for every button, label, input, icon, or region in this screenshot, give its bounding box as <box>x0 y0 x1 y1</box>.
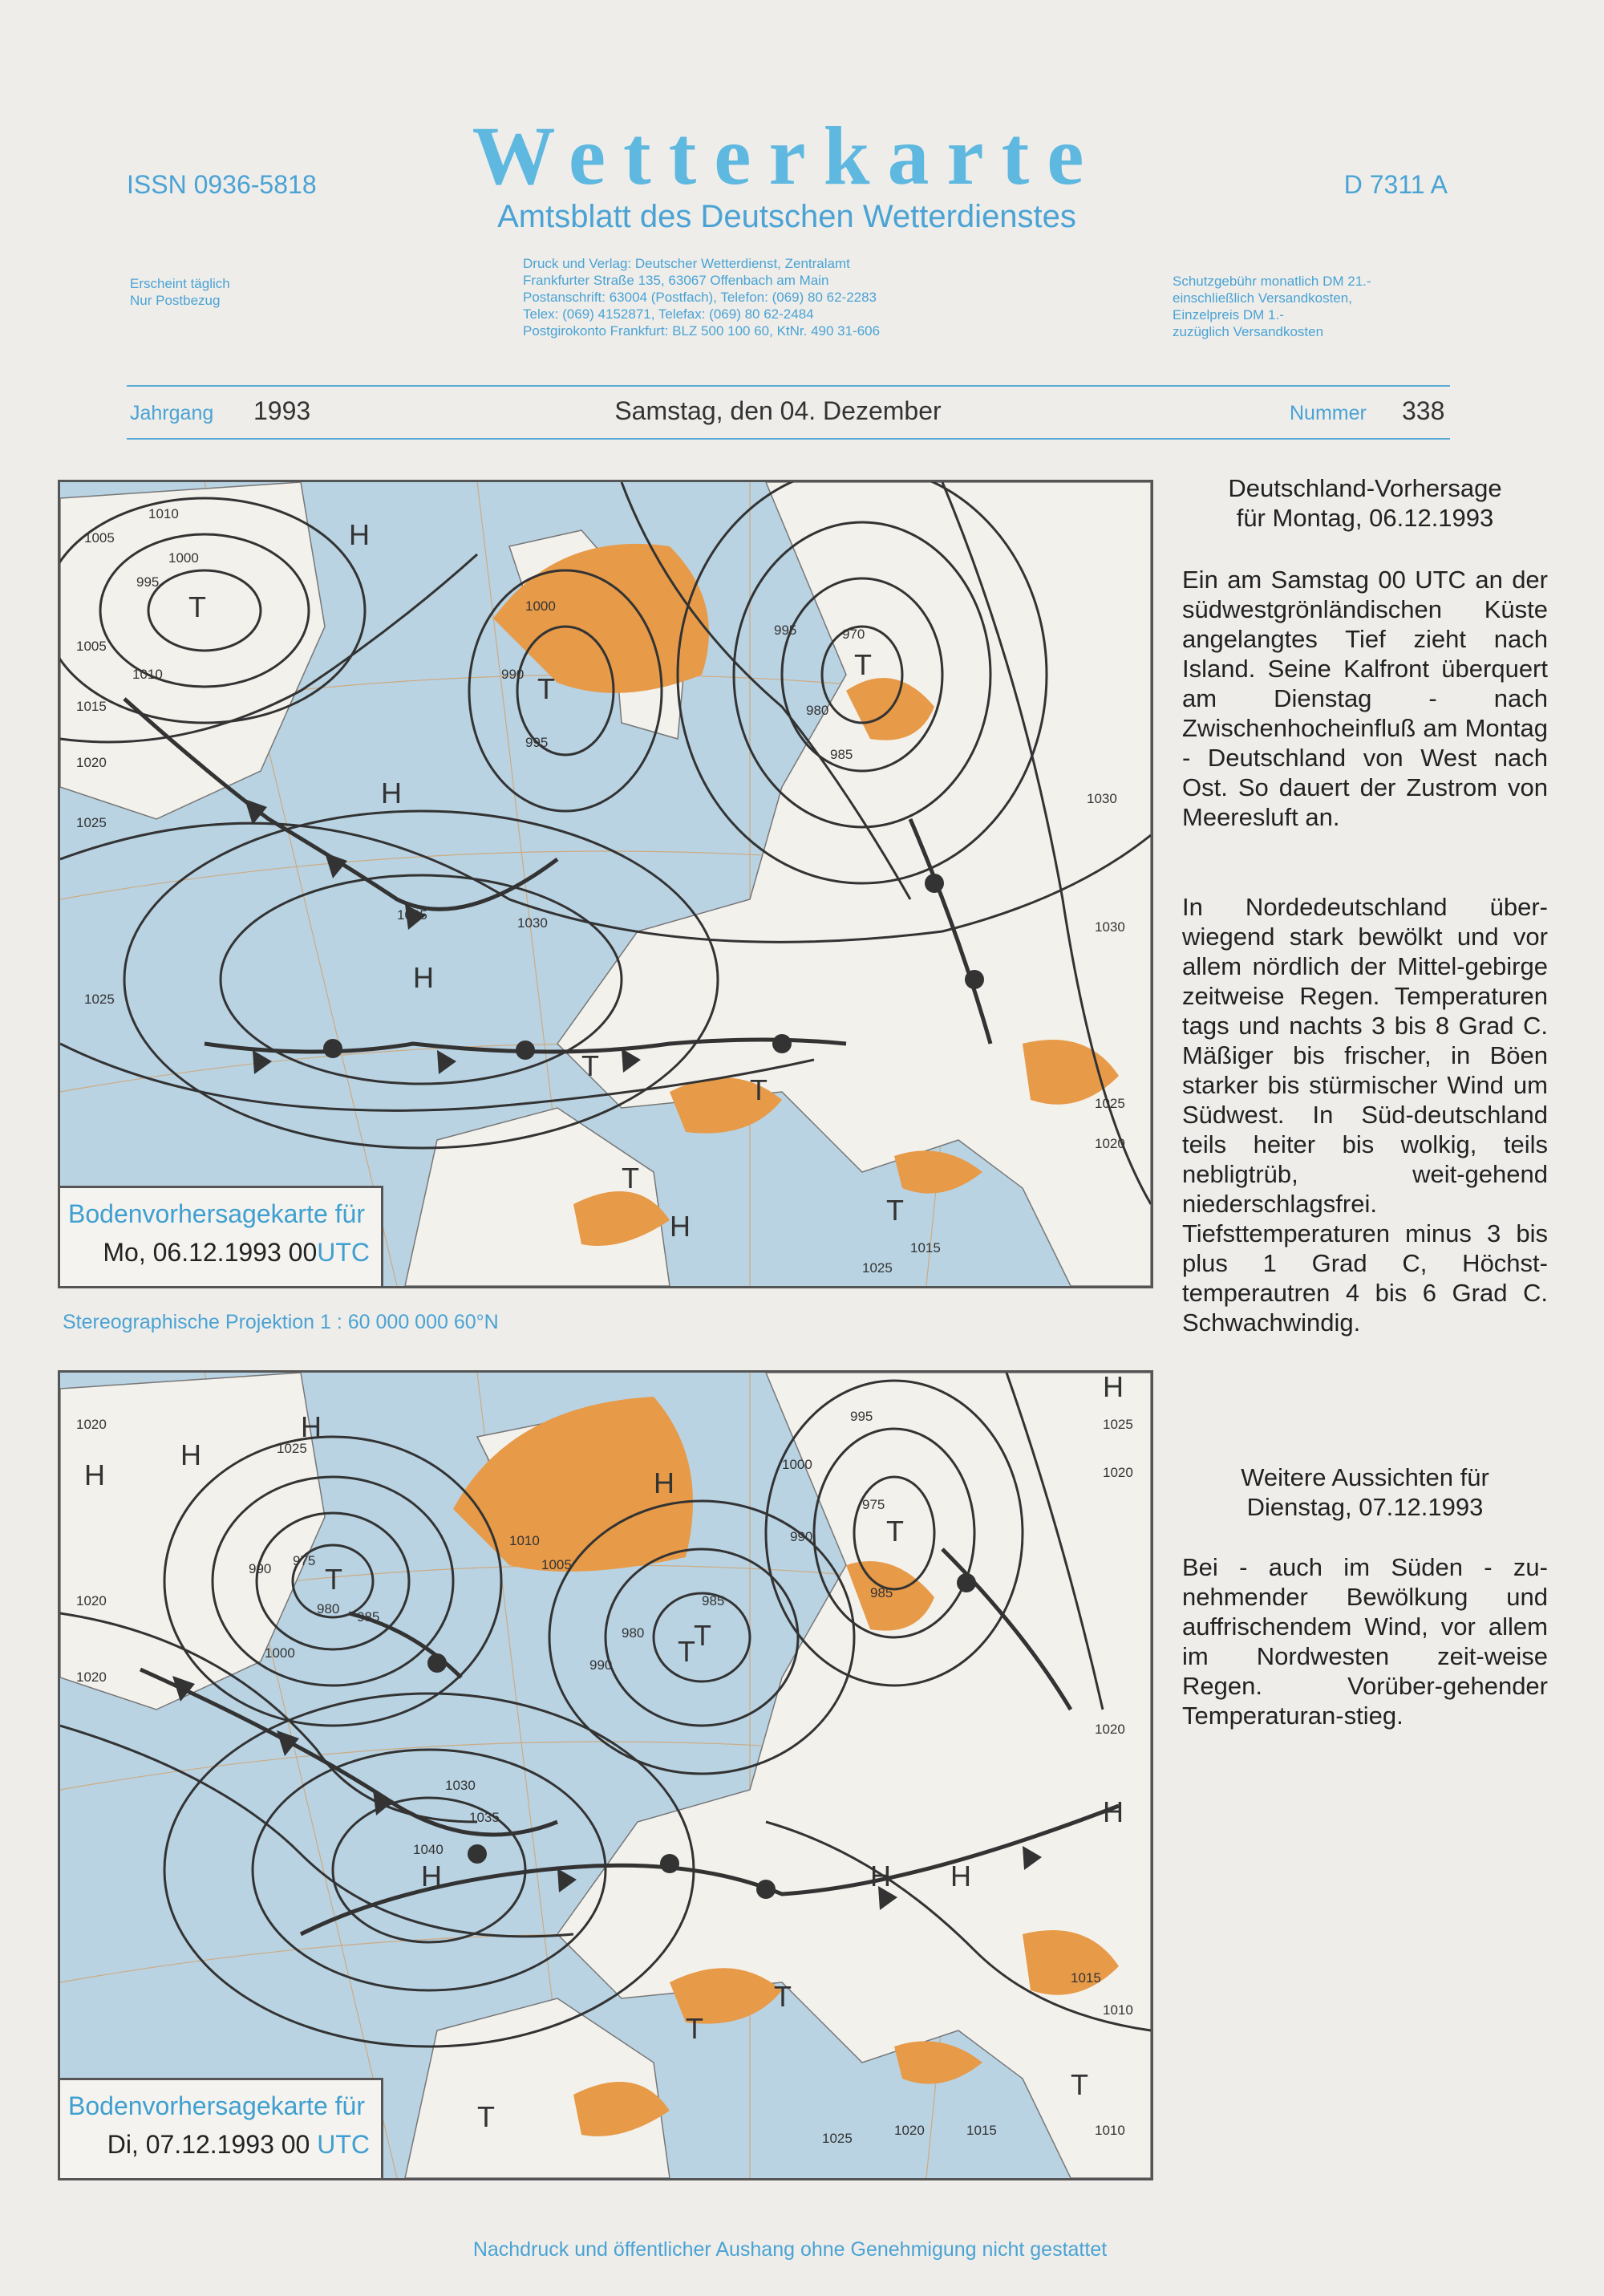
info-line: einschließlich Versandkosten, <box>1173 290 1352 306</box>
isobar-label: 1030 <box>445 1778 476 1793</box>
isobar-label: 990 <box>501 667 525 682</box>
nummer-label: Nummer <box>1290 402 1367 424</box>
heading-line: Deutschland-Vorhersage <box>1228 474 1502 502</box>
forecast-paragraph: Ein am Samstag 00 UTC an der südwestgrönländischen Küste angelangtes Tief zieht nach Island. Seine Kalfront überquert am Dienstag - nach Zwischenhocheinfluß am Montag - Deutschland von West nach Ost. So dauert der Zustrom von Meeresluft an. <box>1182 566 1548 831</box>
pressure-label: H <box>180 1438 201 1471</box>
isobar-label: 1010 <box>148 506 179 521</box>
isobar-label: 1015 <box>910 1240 941 1255</box>
isobar-label: 1000 <box>168 550 199 566</box>
isobar-label: 985 <box>830 747 853 762</box>
legend-unit: UTC <box>317 1238 370 1267</box>
page-title: Wetterkarte <box>472 110 1102 202</box>
pressure-label: H <box>950 1860 971 1892</box>
isobar-label: 1030 <box>517 915 548 931</box>
legend-date: Mo, 06.12.1993 00 <box>103 1238 318 1267</box>
isobar-label: 980 <box>806 703 829 718</box>
pressure-label: T <box>537 672 555 705</box>
isobar-label: 985 <box>357 1609 380 1625</box>
jahrgang-label: Jahrgang <box>130 402 214 424</box>
isobar-label: 1020 <box>1095 1136 1125 1151</box>
isobar-label: 1040 <box>413 1842 444 1857</box>
issue-date: Samstag, den 04. Dezember <box>614 396 942 425</box>
forecast-heading-monday <box>1182 473 1548 533</box>
isobar-label: 1010 <box>1095 2123 1125 2138</box>
isobar-label: 1020 <box>76 1593 107 1608</box>
map-legend <box>60 1186 383 1286</box>
info-line: Druck und Verlag: Deutscher Wetterdienst, Zentralamt <box>523 256 850 271</box>
pressure-label: T <box>325 1563 342 1596</box>
info-line: Telex: (069) 4152871, Telefax: (069) 80 62-2484 <box>523 306 814 322</box>
map-legend <box>60 2078 383 2178</box>
isobar-label: 995 <box>850 1409 873 1424</box>
header-rule-bottom <box>127 438 1450 440</box>
info-line: Postgirokonto Frankfurt: BLZ 500 100 60, KtNr. 490 31-606 <box>523 323 881 339</box>
legend-date: Di, 07.12.1993 00 <box>107 2130 310 2159</box>
isobar-label: 1000 <box>265 1645 295 1661</box>
pressure-label: H <box>870 1860 891 1892</box>
isobar-label: 1015 <box>1071 1970 1101 1986</box>
jahrgang-value: 1993 <box>253 396 311 425</box>
forecast-paragraph: In Nordedeutschland über-wiegend stark bewölkt und vor allem nördlich der Mittel-gebirge zeitweise Regen. Temperaturen tags und nachts 3 bis 8 Grad C. Mäßiger bis frischer, in Böen starker bis stürmischer Wind um Südwest. In Süd-deutschland teils heiter bis wolkig, teils nebligtrüb, weit-gehend niederschlagsfrei. Tiefsttemperaturen minus 3 bis plus 1 Grad C, Höchst-temperautren 4 bis 6 Grad C. Schwachwindig. <box>1182 893 1548 1337</box>
publisher-info <box>523 255 880 339</box>
pressure-label: H <box>381 777 402 809</box>
page-subtitle: Amtsblatt des Deutschen Wetterdienstes <box>497 199 1076 234</box>
isobar-label: 995 <box>774 623 797 638</box>
outlook-heading-tuesday <box>1182 1462 1548 1522</box>
weather-map-svg <box>60 1373 1151 2178</box>
isobar-label: 975 <box>862 1497 885 1512</box>
isobar-label: 970 <box>842 627 865 642</box>
isobar-label: 1000 <box>782 1457 812 1472</box>
isobar-label: 1025 <box>76 815 107 830</box>
pressure-label: H <box>1103 1373 1124 1403</box>
heading-line: Weitere Aussichten für <box>1241 1463 1489 1491</box>
weather-map-svg <box>60 482 1151 1286</box>
isobar-label: 1005 <box>541 1557 572 1572</box>
isobar-label: 980 <box>622 1625 645 1641</box>
legend-title: Bodenvorhersagekarte für <box>68 2091 365 2120</box>
isobar-label: 990 <box>249 1561 272 1576</box>
pressure-label: H <box>654 1466 674 1499</box>
pressure-label: H <box>301 1410 322 1443</box>
isobar-label: 1010 <box>1103 2002 1133 2018</box>
isobar-label: 1020 <box>894 2123 925 2138</box>
isobar-label: 990 <box>790 1529 813 1544</box>
isobar-label: 1000 <box>525 598 556 614</box>
pressure-label: T <box>886 1194 904 1227</box>
pressure-label: H <box>349 518 370 551</box>
isobar-label: 1020 <box>1095 1722 1125 1737</box>
issn-number: ISSN 0936-5818 <box>127 170 317 199</box>
pressure-label: H <box>670 1210 691 1243</box>
pressure-label: H <box>421 1860 442 1892</box>
isobar-label: 1010 <box>509 1533 540 1548</box>
heading-line: Dienstag, 07.12.1993 <box>1246 1493 1484 1521</box>
info-line: Frankfurter Straße 135, 63067 Offenbach am Main <box>523 273 829 288</box>
isobar-label: 985 <box>870 1585 893 1600</box>
isobar-label: 1020 <box>76 1417 107 1432</box>
map-projection-note: Stereographische Projektion 1 : 60 000 000 60°N <box>63 1311 499 1333</box>
info-line: Erscheint täglich <box>130 276 230 291</box>
isobar-label: 1005 <box>84 530 115 546</box>
info-line: zuzüglich Versandkosten <box>1173 324 1324 339</box>
isobar-label: 1025 <box>277 1441 307 1456</box>
isobar-label: 995 <box>136 574 160 590</box>
copyright-notice: Nachdruck und öffentlicher Aushang ohne Genehmigung nicht gestattet <box>472 2238 1108 2261</box>
isobar-label: 1020 <box>76 755 107 770</box>
pressure-label: H <box>413 961 434 994</box>
isobar-label: 1025 <box>1095 1096 1125 1111</box>
pressure-label: T <box>1071 2068 1088 2101</box>
isobar-label: 985 <box>702 1593 725 1608</box>
outlook-paragraph: Bei - auch im Süden - zu-nehmender Bewölkung und auffrischendem Wind, vor allem im Nordwesten zeit-weise Regen. Vorüber-gehender Temperaturan-stieg. <box>1182 1553 1548 1730</box>
pressure-label: T <box>854 648 872 681</box>
publication-info <box>130 275 230 309</box>
pressure-label: T <box>622 1162 639 1195</box>
pressure-label: T <box>750 1073 768 1106</box>
isobar-label: 1005 <box>76 639 107 654</box>
pressure-label: H <box>1103 1795 1124 1828</box>
isobar-label: 1030 <box>1087 791 1117 806</box>
isobar-label: 1010 <box>132 667 163 682</box>
isobar-label: 1025 <box>84 992 115 1007</box>
info-line: Schutzgebühr monatlich DM 21.- <box>1173 274 1371 289</box>
legend-title: Bodenvorhersagekarte für <box>68 1199 365 1228</box>
forecast-map-monday <box>58 480 1153 1288</box>
isobar-label: 1025 <box>1103 1417 1133 1432</box>
pressure-label: H <box>84 1458 105 1491</box>
pressure-label: T <box>694 1619 711 1652</box>
isobar-label: 990 <box>589 1657 613 1673</box>
isobar-label: 1015 <box>76 699 107 714</box>
pressure-label: T <box>581 1049 599 1082</box>
isobar-label: 980 <box>317 1601 340 1617</box>
pressure-label: T <box>686 2012 703 2045</box>
forecast-map-tuesday <box>58 1370 1153 2180</box>
isobar-label: 1035 <box>469 1810 500 1825</box>
info-line: Postanschrift: 63004 (Postfach), Telefon: (069) 80 62-2283 <box>523 290 877 305</box>
isobar-label: 1020 <box>76 1669 107 1685</box>
isobar-label: 1015 <box>966 2123 997 2138</box>
isobar-label: 1025 <box>862 1260 893 1276</box>
isobar-label: 995 <box>525 735 549 750</box>
legend-datetime <box>107 2130 370 2160</box>
pressure-label: T <box>886 1515 904 1548</box>
postal-code: D 7311 A <box>1343 170 1448 199</box>
pressure-label: T <box>188 590 206 623</box>
isobar-label: 1030 <box>1095 919 1125 935</box>
pressure-label: T <box>774 1980 792 2013</box>
legend-unit: UTC <box>317 2130 370 2159</box>
info-line: Nur Postbezug <box>130 293 221 308</box>
header-rule-top <box>127 385 1450 387</box>
legend-datetime <box>103 1238 370 1268</box>
price-info <box>1173 273 1371 340</box>
isobar-label: 1020 <box>1103 1465 1133 1480</box>
isobar-label: 975 <box>293 1553 316 1568</box>
isobar-label: 1035 <box>397 907 427 923</box>
info-line: Einzelpreis DM 1.- <box>1173 307 1284 322</box>
isobar-label: 1025 <box>822 2131 853 2146</box>
pressure-label: T <box>477 2100 495 2133</box>
nummer-value: 338 <box>1402 396 1445 425</box>
pressure-label: T <box>678 1635 695 1668</box>
heading-line: für Montag, 06.12.1993 <box>1236 504 1494 532</box>
